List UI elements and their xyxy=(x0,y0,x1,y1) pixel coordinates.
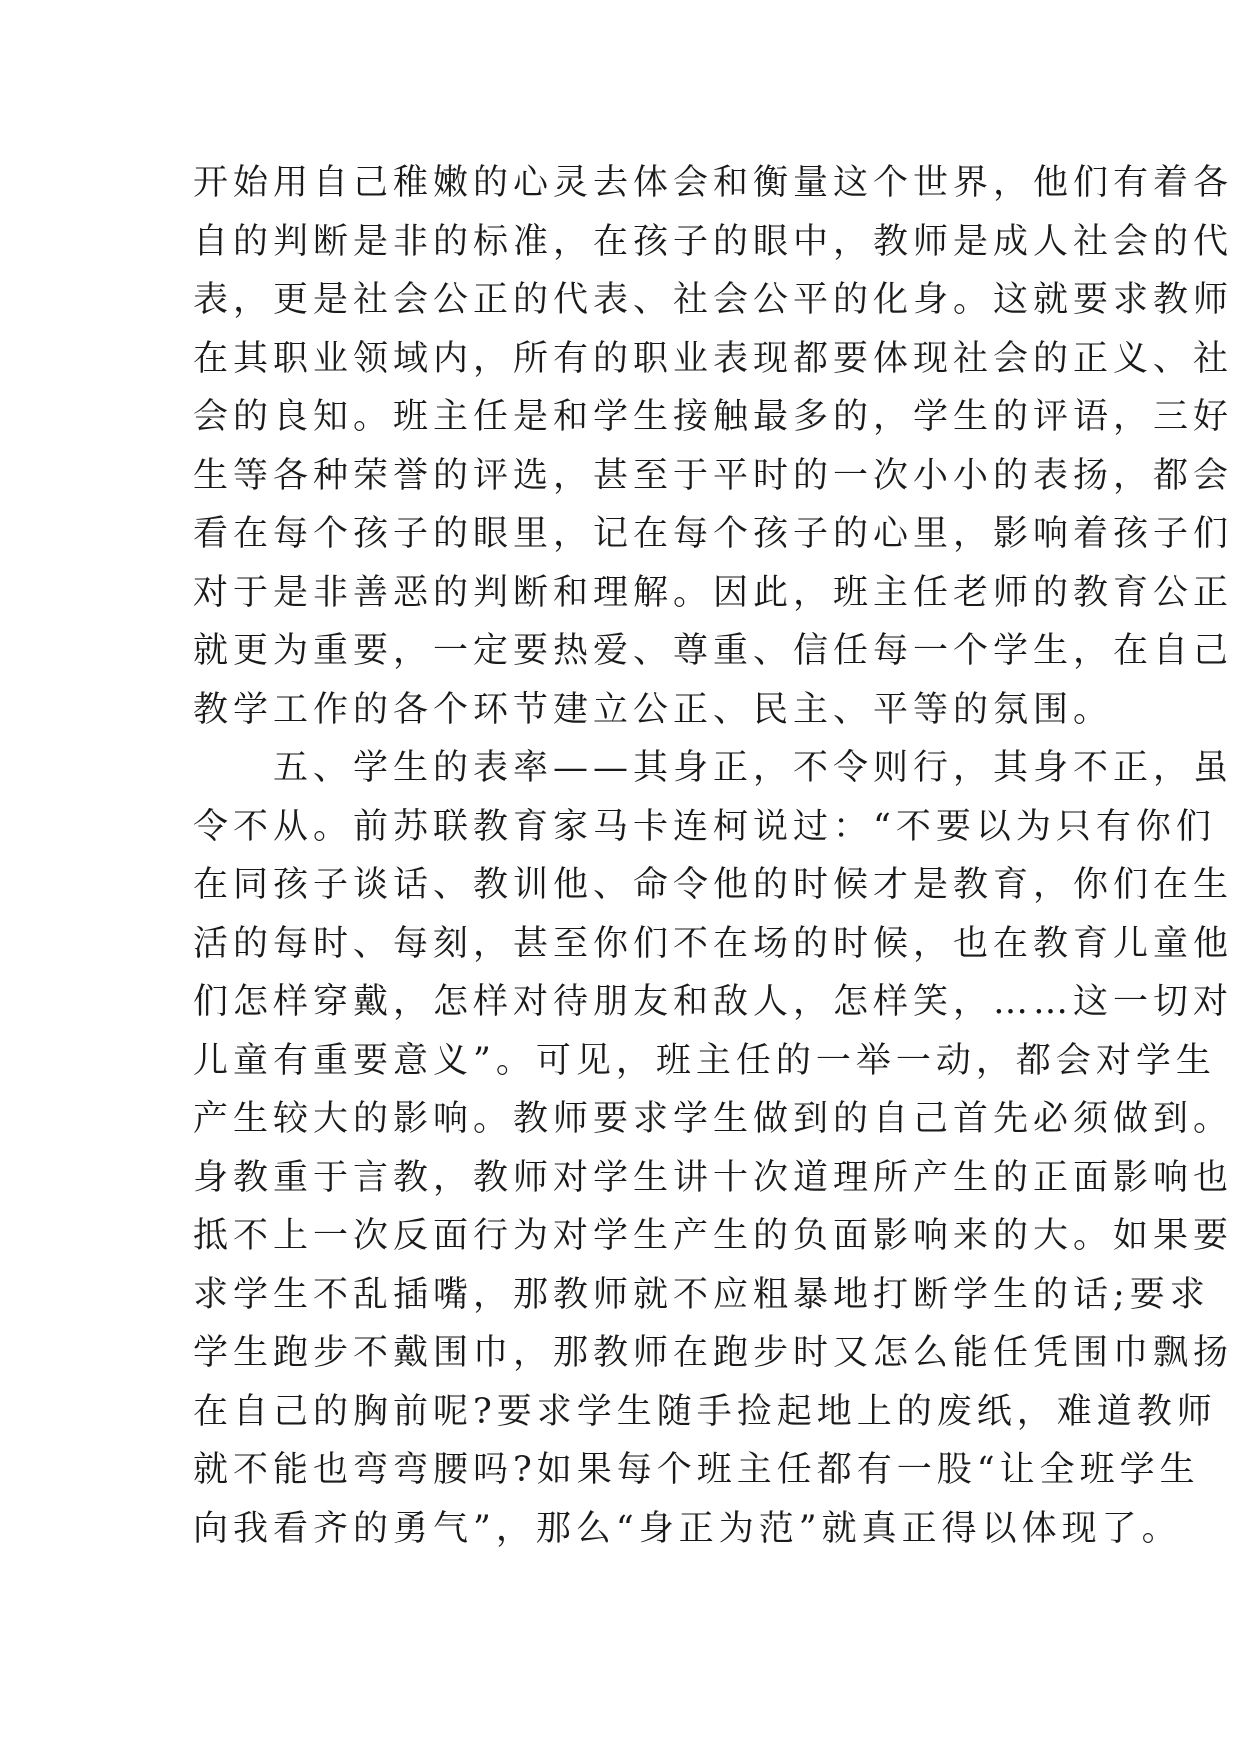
text-line: 就更为重要，一定要热爱、尊重、信任每一个学生，在自己 xyxy=(193,631,1234,671)
text-line: 抵不上一次反面行为对学生产生的负面影响来的大。如果要 xyxy=(193,1216,1234,1256)
text-line: 教学工作的各个环节建立公正、民主、平等的氛围。 xyxy=(193,689,1114,730)
text-line: 儿童有重要意义”。可见，班主任的一举一动，都会对学生 xyxy=(193,1040,1216,1081)
text-line: 生等各种荣誉的评选，甚至于平时的一次小小的表扬，都会 xyxy=(193,455,1234,496)
text-line: 身教重于言教，教师对学生讲十次道理所产生的正面影响也 xyxy=(193,1157,1234,1198)
text-line: 在同孩子谈话、教训他、命令他的时候才是教育，你们在生 xyxy=(193,865,1234,905)
text-line: 学生跑步不戴围巾，那教师在跑步时又怎么能任凭围巾飘扬 xyxy=(193,1333,1234,1373)
text-line: 活的每时、每刻，甚至你们不在场的时候，也在教育儿童他 xyxy=(193,923,1234,964)
text-line: 产生较大的影响。教师要求学生做到的自己首先必须做到。 xyxy=(193,1099,1234,1139)
body-text xyxy=(193,154,1234,1558)
text-line: 会的良知。班主任是和学生接触最多的，学生的评语，三好 xyxy=(193,397,1234,437)
text-line: 就不能也弯弯腰吗?如果每个班主任都有一股“让全班学生 xyxy=(193,1450,1200,1490)
text-line: 自的判断是非的标准，在孩子的眼中，教师是成人社会的代 xyxy=(193,221,1234,262)
text-line: 看在每个孩子的眼里，记在每个孩子的心里，影响着孩子们 xyxy=(193,514,1234,554)
text-line: 在其职业领域内，所有的职业表现都要体现社会的正义、社 xyxy=(193,338,1234,379)
text-line: 五、学生的表率——其身正，不令则行，其身不正，虽 xyxy=(193,748,1234,788)
text-line: 表，更是社会公正的代表、社会公平的化身。这就要求教师 xyxy=(193,280,1234,320)
text-line: 向我看齐的勇气”，那么“身正为范”就真正得以体现了。 xyxy=(193,1508,1182,1549)
text-line: 开始用自己稚嫩的心灵去体会和衡量这个世界，他们有着各 xyxy=(193,163,1234,203)
text-line: 们怎样穿戴，怎样对待朋友和敌人，怎样笑，……这一切对 xyxy=(193,982,1234,1022)
text-line: 对于是非善恶的判断和理解。因此，班主任老师的教育公正 xyxy=(193,572,1234,613)
text-line: 在自己的胸前呢?要求学生随手捡起地上的废纸，难道教师 xyxy=(193,1391,1217,1432)
text-line: 令不从。前苏联教育家马卡连柯说过：“不要以为只有你们 xyxy=(193,806,1216,847)
text-line: 求学生不乱插嘴，那教师就不应粗暴地打断学生的话;要求 xyxy=(193,1274,1210,1315)
